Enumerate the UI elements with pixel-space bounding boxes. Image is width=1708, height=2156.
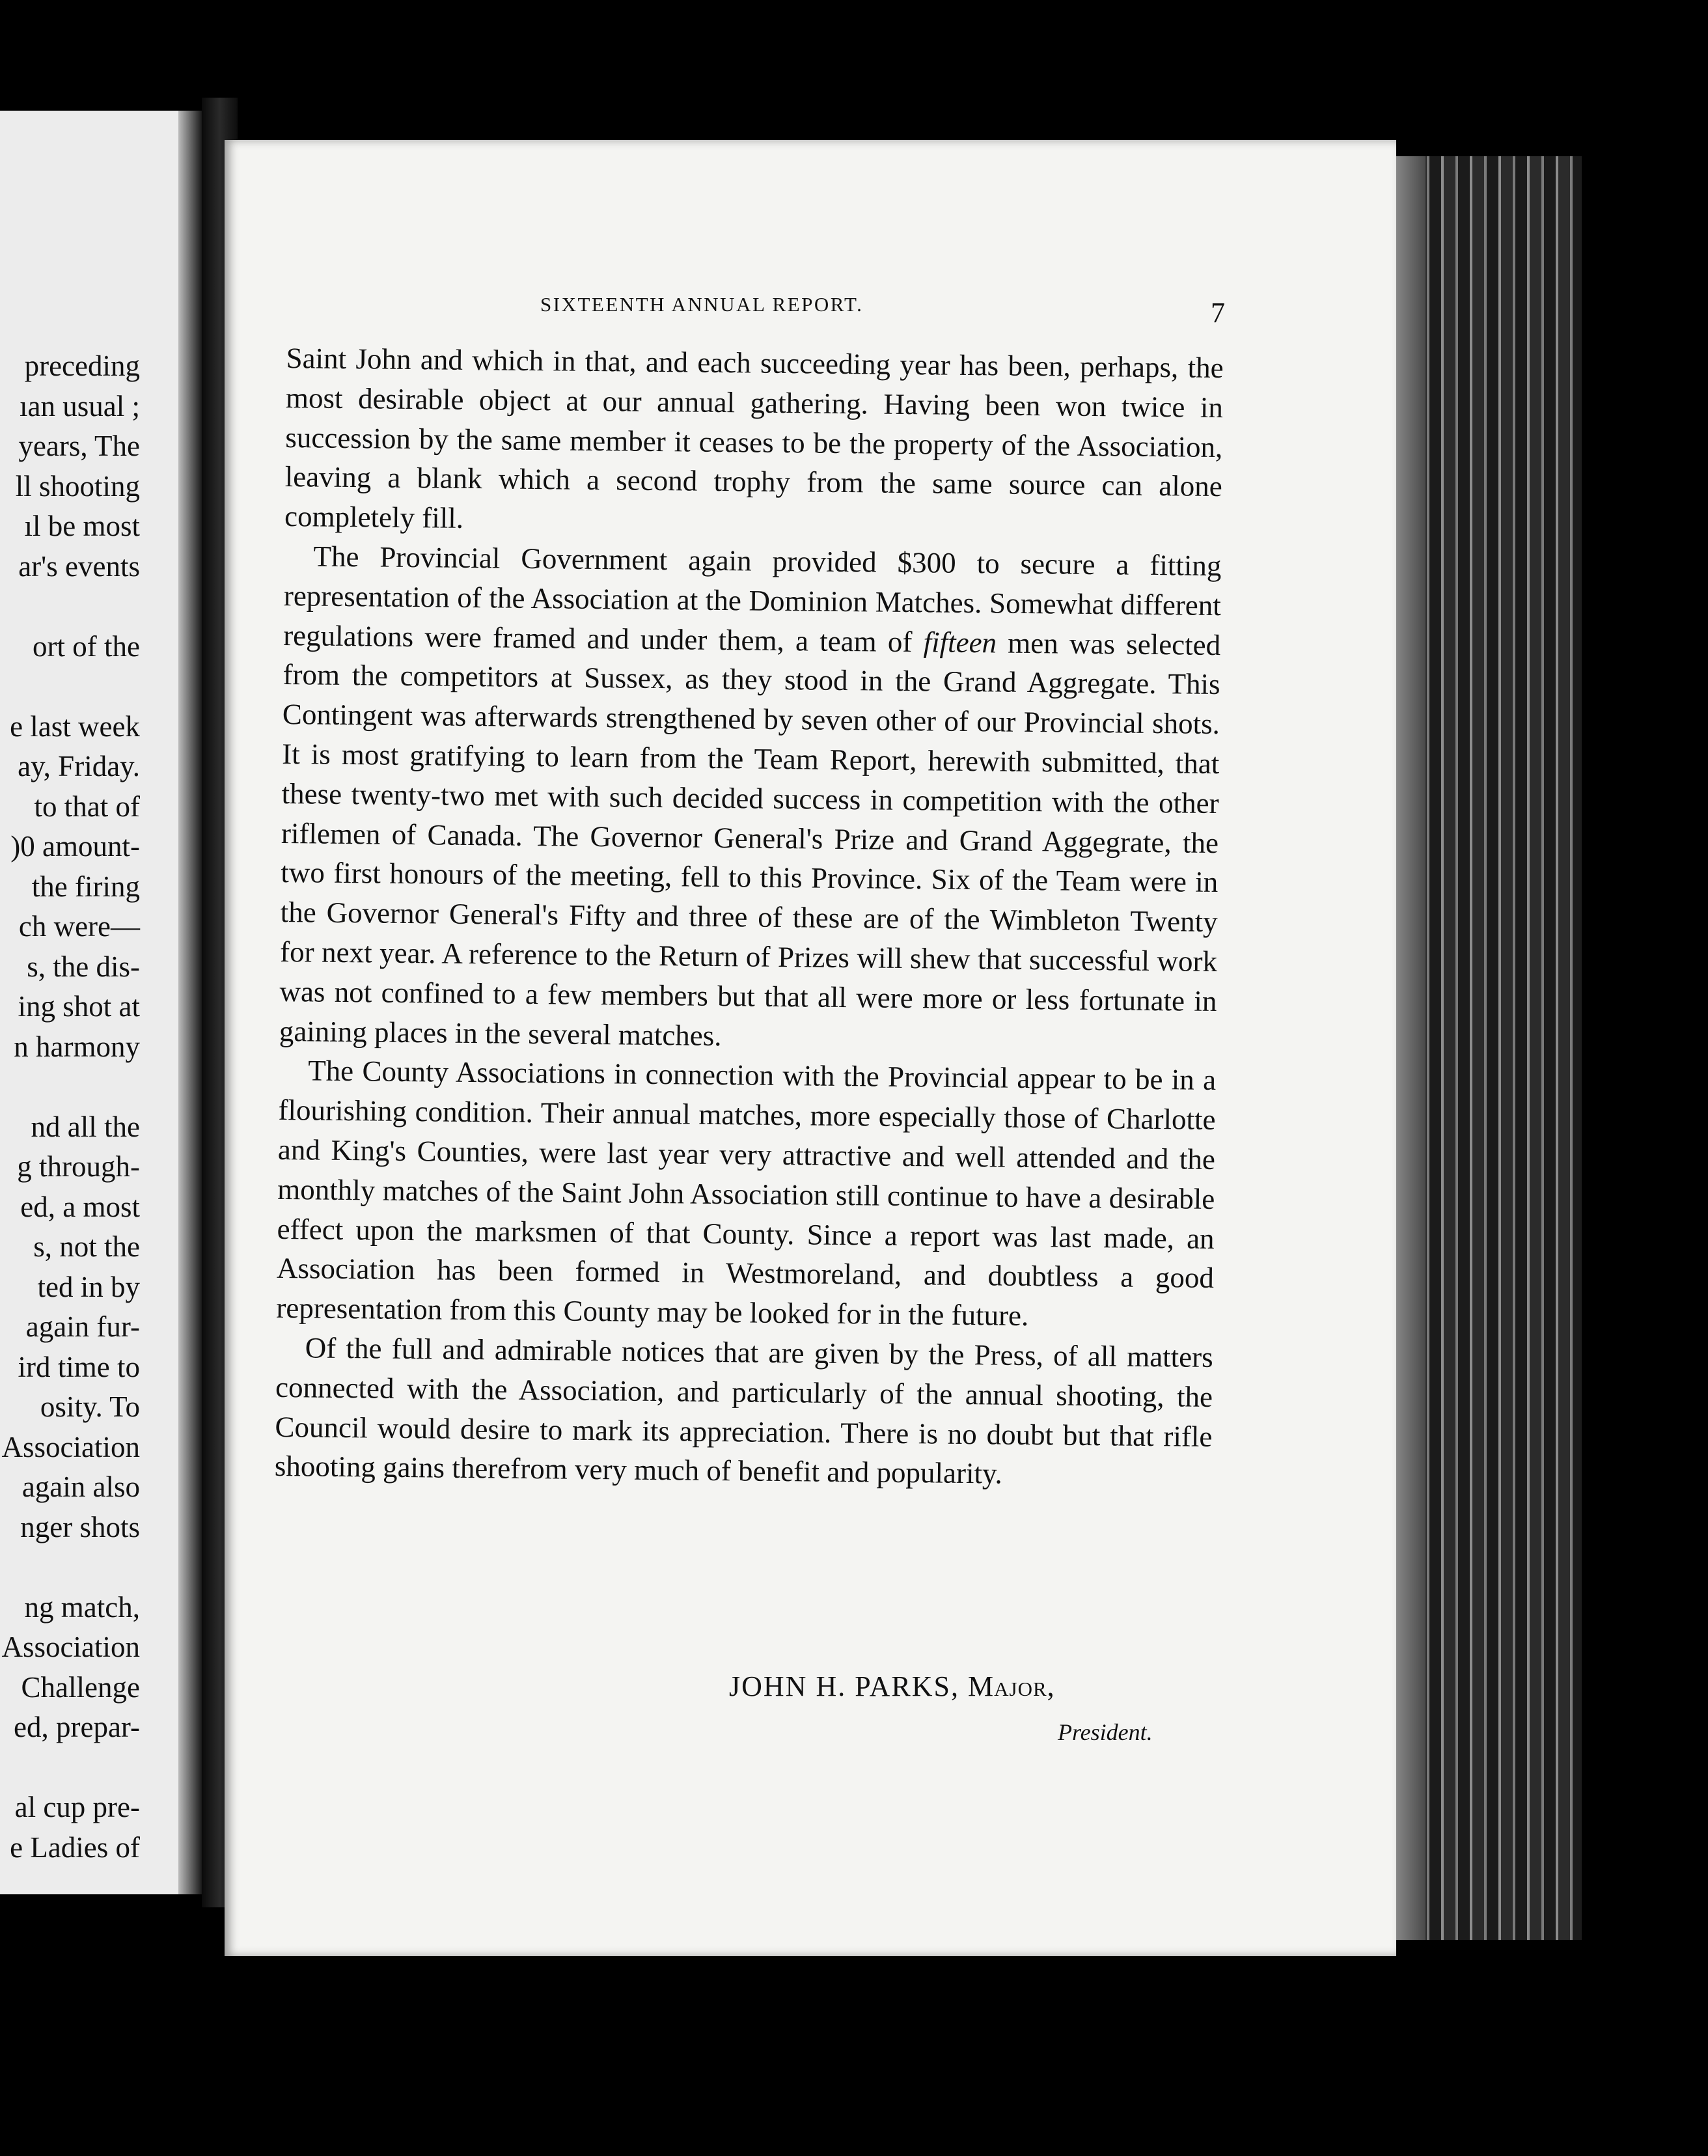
left-page-line: e Ladies of (10, 1831, 140, 1864)
left-page-fragment (0, 111, 202, 1894)
left-page-line: Challenge (21, 1670, 140, 1704)
left-page-line: again also (21, 1471, 140, 1503)
paragraph-2 (279, 536, 1222, 1060)
left-page-line: nd all the (31, 1110, 140, 1143)
paragraph-4: Of the full and admirable notices that are given by the Press, of all matters connected with the Association, and particularly of the annual shooting, the Council would desire to mark its appreciation. There is no doubt but that rifle shooting gains therefrom very much of benefit and popularity. (274, 1331, 1213, 1490)
signature-rank: Major, (968, 1670, 1055, 1702)
left-page-line: nger shots (20, 1510, 140, 1543)
left-page-line: n harmony (14, 1030, 140, 1063)
left-page-line: years, The (18, 430, 140, 462)
left-gutter-shadow (178, 111, 202, 1894)
left-page-line: ing shot at (18, 990, 140, 1023)
left-page-line: e last week (10, 710, 140, 743)
left-page-line: preceding (24, 350, 140, 382)
page-edges (1386, 156, 1582, 1940)
left-page-line: s, not the (33, 1230, 140, 1263)
left-page-line: the firing (31, 870, 140, 903)
paragraph-1: Saint John and which in that, and each succeeding year has been, perhaps, the most desirable object at our annual gathering. Having been won twice in succession by the same member it ceases to be the property of the Association, leaving a blank which a second trophy from the same source can alone completely fill. (284, 341, 1224, 535)
left-page-line: ar's events (18, 549, 140, 583)
left-page-line: )0 amount- (10, 830, 140, 863)
left-page-line: again fur- (25, 1310, 140, 1343)
signature-title: President. (1058, 1719, 1153, 1745)
page-number: 7 (1211, 297, 1225, 329)
left-page-line: ıan usual ; (20, 389, 140, 422)
left-page-line: osity. To (40, 1390, 140, 1423)
left-page-line: Association (1, 1631, 140, 1663)
left-page-line: ird time to (18, 1350, 140, 1383)
left-page-line: ort of the (33, 629, 140, 663)
signature (729, 1670, 1055, 1703)
paragraph-2-part-1: The Provincial Government again provided $300 to secure a fitting representation of the Association at the Dominion Matches. Somewhat different regulations were framed and under them, a team of (282, 540, 1222, 658)
left-page-line: to that of (34, 790, 140, 823)
paragraph-3: The County Associations in connection with the Provincial appear to be in a flourishing condition. Their annual matches, more especially those of Charlotte and King's Counties, were last year very attractive and well attended and the monthly matches of the Saint John Association still continue to have a desirable effect upon the marksmen of that County. Since a report was last made, an Association has been formed in Westmoreland, and doubtless a good representation from this County may be looked for in the future. (276, 1054, 1217, 1333)
left-page-line: ll shooting (15, 469, 140, 503)
left-page-line: ng match, (24, 1590, 140, 1624)
left-page-line: al cup pre- (14, 1791, 140, 1823)
paragraph-2-italic: fifteen (923, 625, 997, 659)
running-head: SIXTEENTH ANNUAL REPORT. (540, 293, 864, 316)
left-page-line: ay, Friday. (18, 750, 140, 782)
left-page-line: s, the dis- (27, 950, 140, 983)
signature-name: JOHN H. PARKS, (729, 1670, 960, 1702)
left-page-line: g through- (17, 1150, 140, 1183)
left-page-line: ed, a most (20, 1190, 140, 1223)
body-text (275, 339, 1224, 1496)
left-page-line: ıl be most (24, 510, 140, 542)
left-page-line: Association (1, 1430, 140, 1463)
left-page-line: ted in by (37, 1270, 140, 1303)
left-page-line: ed, prepar- (14, 1711, 140, 1743)
paragraph-2-part-2: men was selected from the competitors at Sussex, as they stood in the Grand Aggregate. This Contingent was afterwards strengthened by seven other of our Provincial shots. It is most gratifying to learn from the Team Report, herewith submitted, that these twenty-two met with such decided success in competition with the other riflemen of Canada. The Governor General's Prize and Grand Aggegrate, the two first honours of the meeting, fell to this Province. Six of the Team were in the Governor General's Fifty and three of these are of the Wimbleton Twenty for next year. A reference to the Return of Prizes will shew that successful work was not confined to a few members but that all were more or less fortunate in gaining places in the several matches. (279, 626, 1221, 1052)
left-page-line: ch were— (18, 910, 140, 943)
